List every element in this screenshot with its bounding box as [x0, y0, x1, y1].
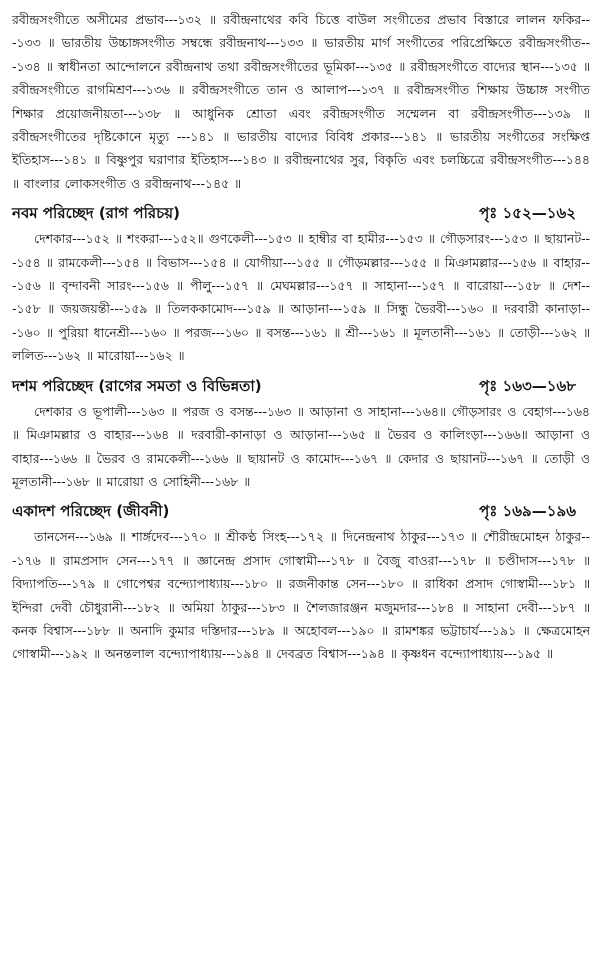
chapter-pages: পৃঃ ১৫২—১৬২: [479, 204, 576, 223]
chapter-nine: [12, 201, 590, 367]
chapter-title: দশম পরিচ্ছেদ (রাগের সমতা ও বিভিন্নতা): [12, 376, 262, 395]
chapter-pages: পৃঃ ১৬৩—১৬৮: [479, 376, 576, 395]
chapter-contents: দেশকার ও ভূপালী---১৬৩ ॥ পরজ ও বসন্ত---১৬৩ ॥ আড়ানা ও সাহানা---১৬৪॥ গৌড়সারং ও বেহাগ---১৬৪ ॥ মিঞামল্লার ও বাহার---১৬৪ ॥ দরবারী-কানাড়া ও আড়ানা---১৬৫ ॥ ভৈরব ও কালিংড়া---১৬৬॥ আড়ানা ও বাহার---১৬৬ ॥ ভৈরব ও রামকেলী---১৬৬ ॥ ছায়ানট ও কামোদ---১৬৭ ॥ কেদার ও ছায়ানট---১৬৭ ॥ তোড়ী ও মূলতানী---১৬৮ ॥ মারোয়া ও সোহিনী---১৬৮ ॥: [12, 403, 590, 489]
chapter-ten: [12, 374, 590, 494]
chapter-title: একাদশ পরিচ্ছেদ (জীবনী): [12, 502, 170, 521]
chapter-heading: [12, 499, 590, 523]
chapter-eleven: [12, 499, 590, 665]
chapter-title: নবম পরিচ্ছেদ (রাগ পরিচয়): [12, 204, 180, 223]
intro-paragraph: রবীন্দ্রসংগীতে অসীমের প্রভাব---১৩২ ॥ রবীন্দ্রনাথের কবি চিত্তে বাউল সংগীতের প্রভাব বিস্তারে লালন ফকির---১৩৩ ॥ ভারতীয় উচ্চাঙ্গসংগীত সম্বন্ধে রবীন্দ্রনাথ---১৩৩ ॥ ভারতীয় মার্গ সংগীতের পরিপ্রেক্ষিতে রবীন্দ্রসংগীত---১৩৪ ॥ স্বাধীনতা আন্দোলনে রবীন্দ্রনাথ তথা রবীন্দ্রসংগীতের ভূমিকা---১৩৫ ॥ রবীন্দ্রসংগীতে বাদ্যের স্থান---১৩৫ ॥ রবীন্দ্রসংগীতে রাগমিশ্রণ---১৩৬ ॥ রবীন্দ্রসংগীতে তান ও আলাপ---১৩৭ ॥ রবীন্দ্রসংগীত শিক্ষায় উচ্চাঙ্গ সংগীত শিক্ষার প্রয়োজনীয়তা---১৩৮ ॥ আধুনিক শ্রোতা এবং রবীন্দ্রসংগীত সম্মেলন বা রবীন্দ্রসংগীত---১৩৯ ॥ রবীন্দ্রসংগীতের দৃষ্টিকোনে মৃত্যু ---১৪১ ॥ ভারতীয় বাদ্যের বিবিধ প্রকার---১৪১ ॥ ভারতীয় সংগীতের সংক্ষিপ্ত ইতিহাস---১৪১ ॥ বিষ্ণুপুর ঘরাণার ইতিহাস---১৪৩ ॥ রবীন্দ্রনাথের সুর, বিকৃতি এবং চলচ্চিত্রে রবীন্দ্রসংগীত---১৪৪ ॥ বাংলার লোকসংগীত ও রবীন্দ্রনাথ---১৪৫ ॥: [12, 12, 590, 191]
chapter-contents: তানসেন---১৬৯ ॥ শার্ঙ্গদেব---১৭০ ॥ শ্রীকণ্ঠ সিংহ---১৭২ ॥ দিনেন্দ্রনাথ ঠাকুর---১৭৩ ॥ শৌরীন্দ্রমোহন ঠাকুর---১৭৬ ॥ রামপ্রসাদ সেন---১৭৭ ॥ জ্ঞানেন্দ্র প্রসাদ গোস্বামী---১৭৮ ॥ বৈজু বাওরা---১৭৮ ॥ চণ্ডীদাস---১৭৮ ॥ বিদ্যাপতি---১৭৯ ॥ গোপেশ্বর বন্দ্যোপাধ্যায়---১৮০ ॥ রজনীকান্ত সেন---১৮০ ॥ রাধিকা প্রসাদ গোস্বামী---১৮১ ॥ ইন্দিরা দেবী চৌধুরানী---১৮২ ॥ অমিয়া ঠাকুর---১৮৩ ॥ শৈলজারঞ্জন মজুমদার---১৮৪ ॥ সাহানা দেবী---১৮৭ ॥ কনক বিশ্বাস---১৮৮ ॥ অনাদি কুমার দস্তিদার---১৮৯ ॥ অহোবল---১৯০ ॥ রামশঙ্কর ভট্টাচার্য---১৯১ ॥ ক্ষেত্রমোহন গোস্বামী---১৯২ ॥ অনন্তলাল বন্দ্যোপাধ্যায়---১৯৪ ॥ দেবব্রত বিশ্বাস---১৯৪ ॥ কৃষ্ণধন বন্দ্যোপাধ্যায়---১৯৫ ॥: [12, 529, 590, 662]
chapter-pages: পৃঃ ১৬৯—১৯৬: [479, 502, 576, 521]
chapter-contents: দেশকার---১৫২ ॥ শংকরা---১৫২॥ গুণকেলী---১৫৩ ॥ হাম্বীর বা হামীর---১৫৩ ॥ গৌড়সারং---১৫৩ ॥ ছায়ানট---১৫৪ ॥ রামকেলী---১৫৪ ॥ বিভাস---১৫৪ ॥ যোগীয়া---১৫৫ ॥ গৌড়মল্লার---১৫৫ ॥ মিঞামল্লার---১৫৬ ॥ বাহার---১৫৬ ॥ বৃন্দাবনী সারং---১৫৬ ॥ পীলু---১৫৭ ॥ মেঘমল্লার---১৫৭ ॥ সাহানা---১৫৭ ॥ বারোয়া---১৫৮ ॥ দেশ---১৫৮ ॥ জয়জয়ন্তী---১৫৯ ॥ তিলককামোদ---১৫৯ ॥ আড়ানা---১৫৯ ॥ সিন্ধু ভৈরবী---১৬০ ॥ দরবারী কানাড়া---১৬০ ॥ পুরিয়া ধানেশ্রী---১৬০ ॥ পরজ---১৬০ ॥ বসন্ত---১৬১ ॥ শ্রী---১৬১ ॥ মূলতানী---১৬১ ॥ তোড়ী---১৬২ ॥ ললিত---১৬২ ॥ মারোয়া---১৬২ ॥: [12, 231, 590, 364]
chapter-heading: [12, 374, 590, 398]
chapter-heading: [12, 201, 590, 225]
